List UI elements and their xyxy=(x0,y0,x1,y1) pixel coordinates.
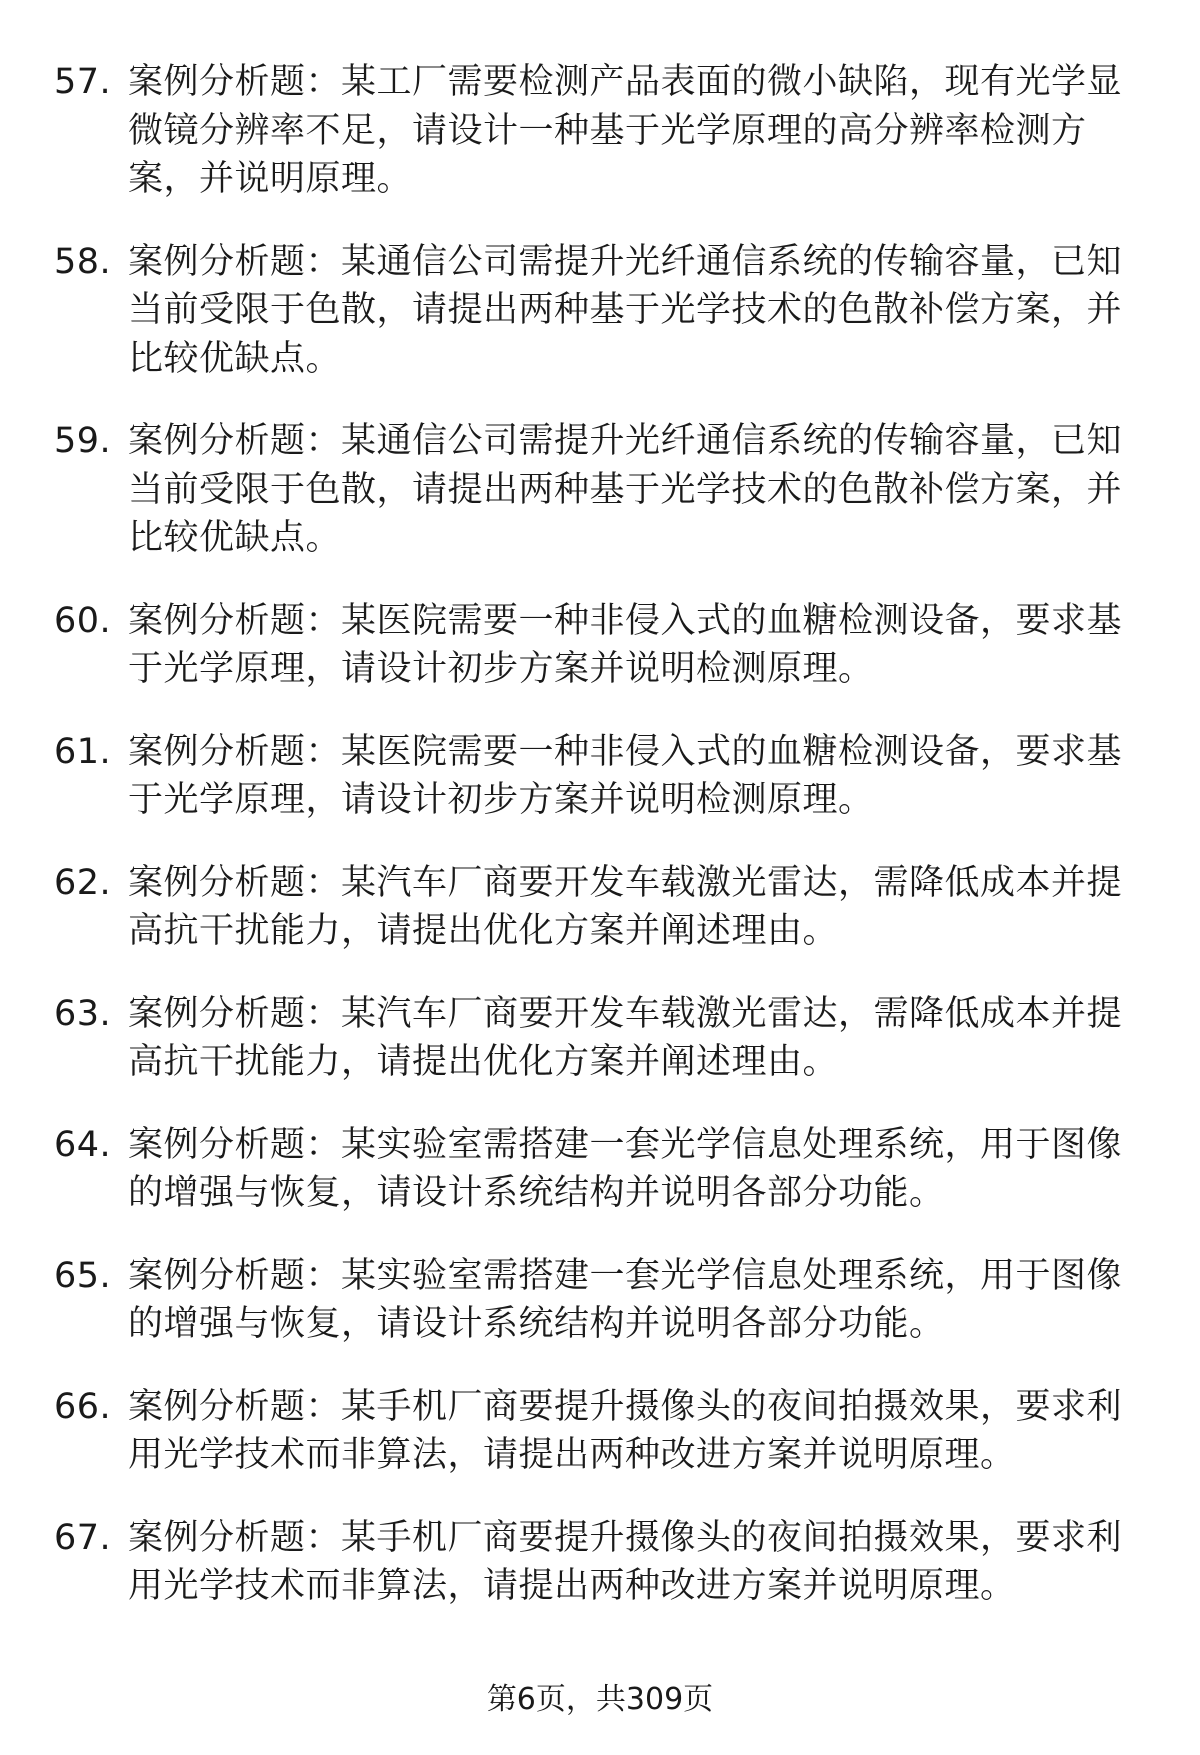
question-number: 63. xyxy=(54,993,112,1034)
question-item xyxy=(0,859,1200,956)
question-text: 案例分析题：某通信公司需提升光纤通信系统的传输容量，已知当前受限于色散，请提出两种基于光学技术的色散补偿方案，并比较优缺点。 xyxy=(128,241,1123,379)
question-number: 59. xyxy=(54,421,112,461)
page-number-label: 第6页，共309页 xyxy=(486,1682,714,1717)
question-item xyxy=(0,728,1200,825)
question-number: 58. xyxy=(54,241,112,282)
question-number: 66. xyxy=(54,1386,112,1427)
question-number: 64. xyxy=(54,1124,112,1165)
question-number: 67. xyxy=(54,1517,112,1558)
question-item xyxy=(0,238,1200,384)
question-text: 案例分析题：某实验室需搭建一套光学信息处理系统，用于图像的增强与恢复，请设计系统结构并说明各部分功能。 xyxy=(128,1255,1123,1344)
question-text: 案例分析题：某医院需要一种非侵入式的血糖检测设备，要求基于光学原理，请设计初步方案并说明检测原理。 xyxy=(128,600,1123,689)
question-number: 62. xyxy=(54,862,112,903)
question-number: 61. xyxy=(54,731,112,772)
question-item xyxy=(0,58,1200,204)
question-text: 案例分析题：某通信公司需提升光纤通信系统的传输容量，已知当前受限于色散，请提出两种基于光学技术的色散补偿方案，并比较优缺点。 xyxy=(128,421,1123,558)
question-text: 案例分析题：某汽车厂商要开发车载激光雷达，需降低成本并提高抗干扰能力，请提出优化方案并阐述理由。 xyxy=(128,862,1123,951)
question-item xyxy=(0,1514,1200,1611)
question-number: 57. xyxy=(54,62,112,102)
question-item xyxy=(0,1252,1200,1349)
question-list xyxy=(0,58,1200,1645)
question-text: 案例分析题：某手机厂商要提升摄像头的夜间拍摄效果，要求利用光学技术而非算法，请提出两种改进方案并说明原理。 xyxy=(128,1517,1123,1606)
question-text: 案例分析题：某汽车厂商要开发车载激光雷达，需降低成本并提高抗干扰能力，请提出优化方案并阐述理由。 xyxy=(128,993,1123,1082)
question-item xyxy=(0,990,1200,1087)
page-footer xyxy=(0,1680,1200,1720)
question-item xyxy=(0,1121,1200,1218)
question-text: 案例分析题：某工厂需要检测产品表面的微小缺陷，现有光学显微镜分辨率不足，请设计一种基于光学原理的高分辨率检测方案，并说明原理。 xyxy=(128,62,1123,199)
question-item xyxy=(0,417,1200,563)
question-item xyxy=(0,1383,1200,1480)
question-number: 60. xyxy=(54,600,112,641)
question-item xyxy=(0,597,1200,694)
question-text: 案例分析题：某医院需要一种非侵入式的血糖检测设备，要求基于光学原理，请设计初步方案并说明检测原理。 xyxy=(128,731,1123,820)
question-text: 案例分析题：某手机厂商要提升摄像头的夜间拍摄效果，要求利用光学技术而非算法，请提出两种改进方案并说明原理。 xyxy=(128,1386,1123,1475)
question-number: 65. xyxy=(54,1255,112,1296)
question-text: 案例分析题：某实验室需搭建一套光学信息处理系统，用于图像的增强与恢复，请设计系统结构并说明各部分功能。 xyxy=(128,1124,1123,1213)
